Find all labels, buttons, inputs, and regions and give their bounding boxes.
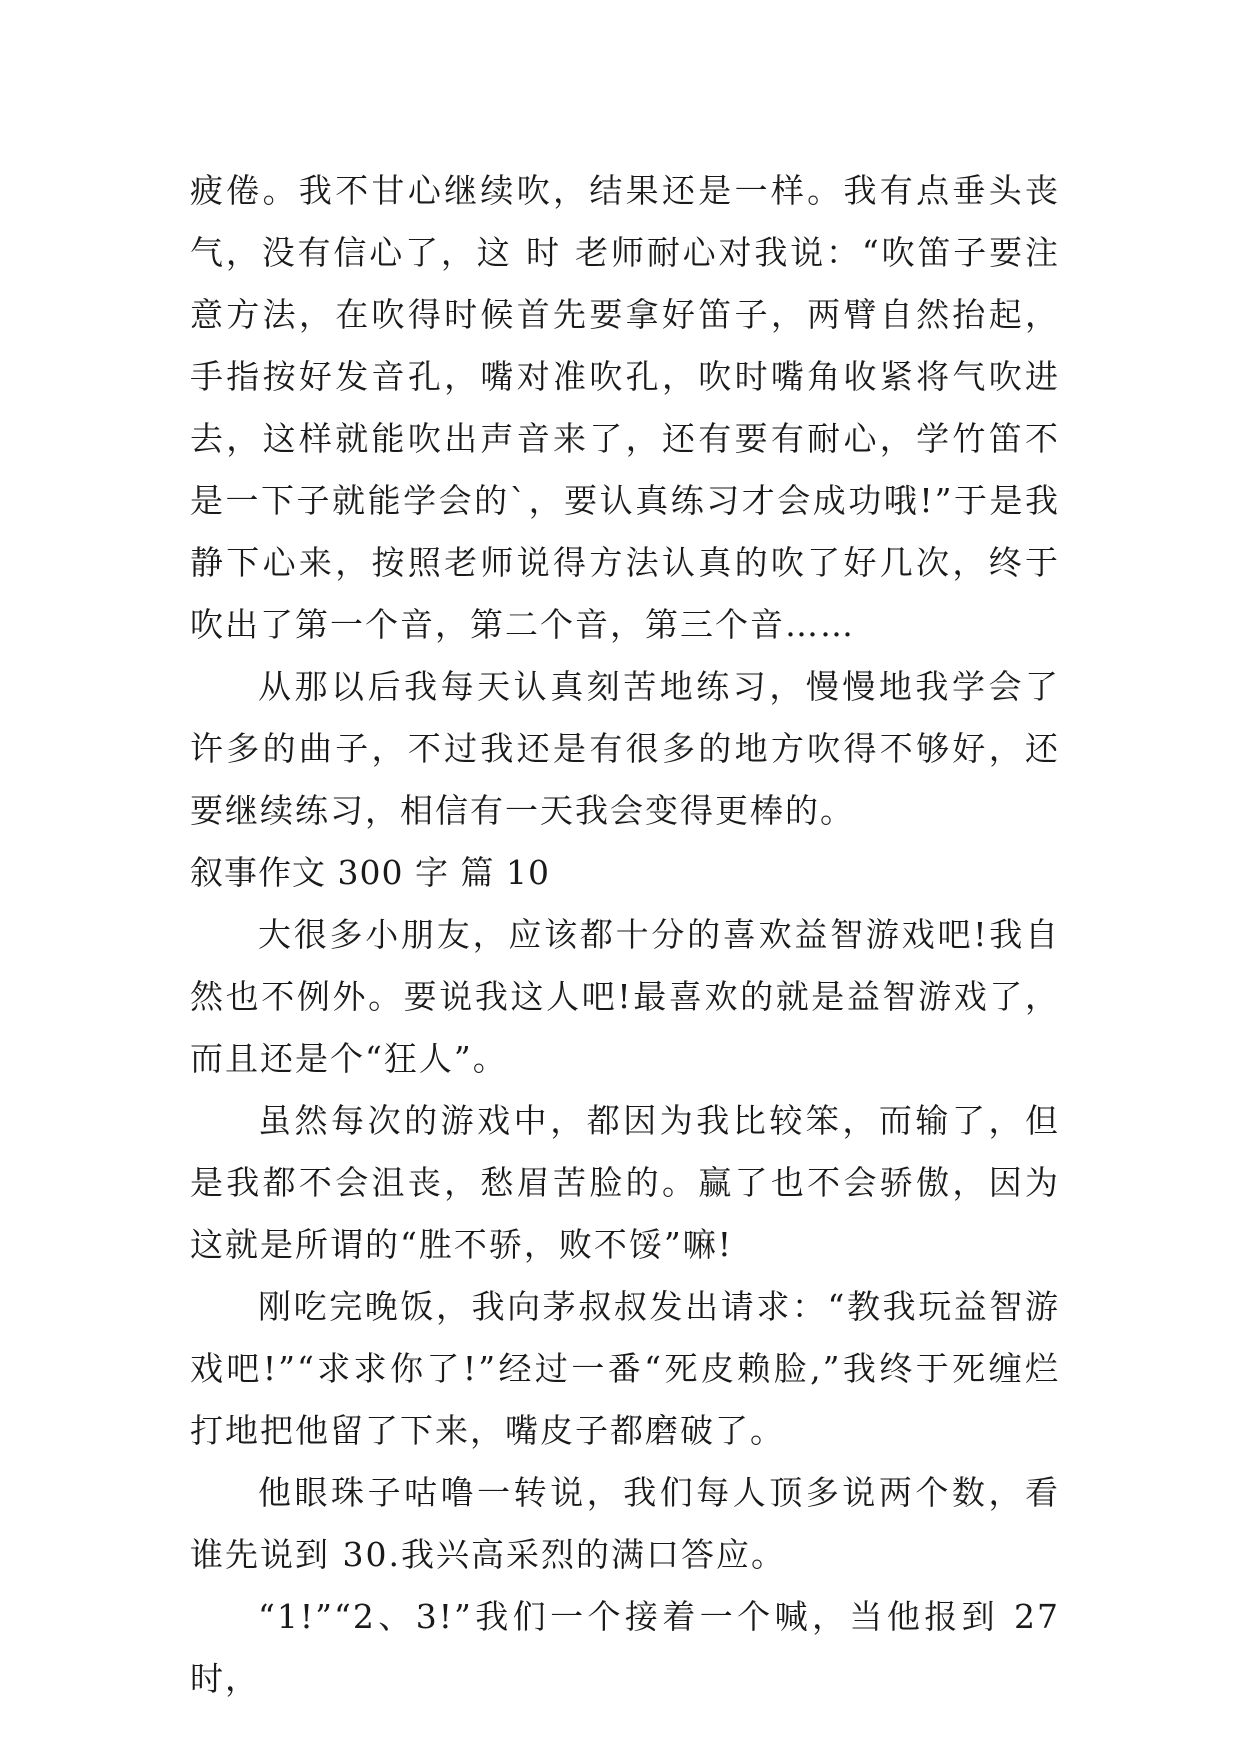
section-heading: 叙事作文 300 字 篇 10 [190,853,550,892]
paragraph: “1!”“2、3!”我们一个接着一个喊，当他报到 27 时， [190,1597,1060,1698]
paragraph: 疲倦。我不甘心继续吹，结果还是一样。我有点垂头丧气，没有信心了，这 时 老师耐心对我说：“吹笛子要注意方法，在吹得时候首先要拿好笛子，两臂自然抬起，手指按好发音孔，嘴对准吹孔，吹时嘴角收紧将气吹进去，这样就能吹出声音来了，还有要有耐心，学竹笛不是一下子就能学会的`，要认真练习才会成功哦!”于是我静下心来，按照老师说得方法认真的吹了好几次，终于吹出了第一个音，第二个音，第三个音…… [190,171,1060,644]
document-page [190,160,1060,1710]
paragraph: 虽然每次的游戏中，都因为我比较笨，而输了，但是我都不会沮丧，愁眉苦脸的。赢了也不会骄傲，因为这就是所谓的“胜不骄，败不馁”嘛! [190,1101,1060,1264]
paragraph: 刚吃完晚饭，我向茅叔叔发出请求：“教我玩益智游戏吧!”“求求你了!”经过一番“死皮赖脸,”我终于死缠烂打地把他留了下来，嘴皮子都磨破了。 [190,1287,1060,1450]
paragraph: 大很多小朋友，应该都十分的喜欢益智游戏吧!我自然也不例外。要说我这人吧!最喜欢的就是益智游戏了，而且还是个“狂人”。 [190,915,1060,1078]
paragraph: 从那以后我每天认真刻苦地练习，慢慢地我学会了许多的曲子，不过我还是有很多的地方吹得不够好，还要继续练习，相信有一天我会变得更棒的。 [190,667,1060,830]
paragraph: 他眼珠子咕噜一转说，我们每人顶多说两个数，看谁先说到 30.我兴高采烈的满口答应。 [190,1473,1060,1574]
